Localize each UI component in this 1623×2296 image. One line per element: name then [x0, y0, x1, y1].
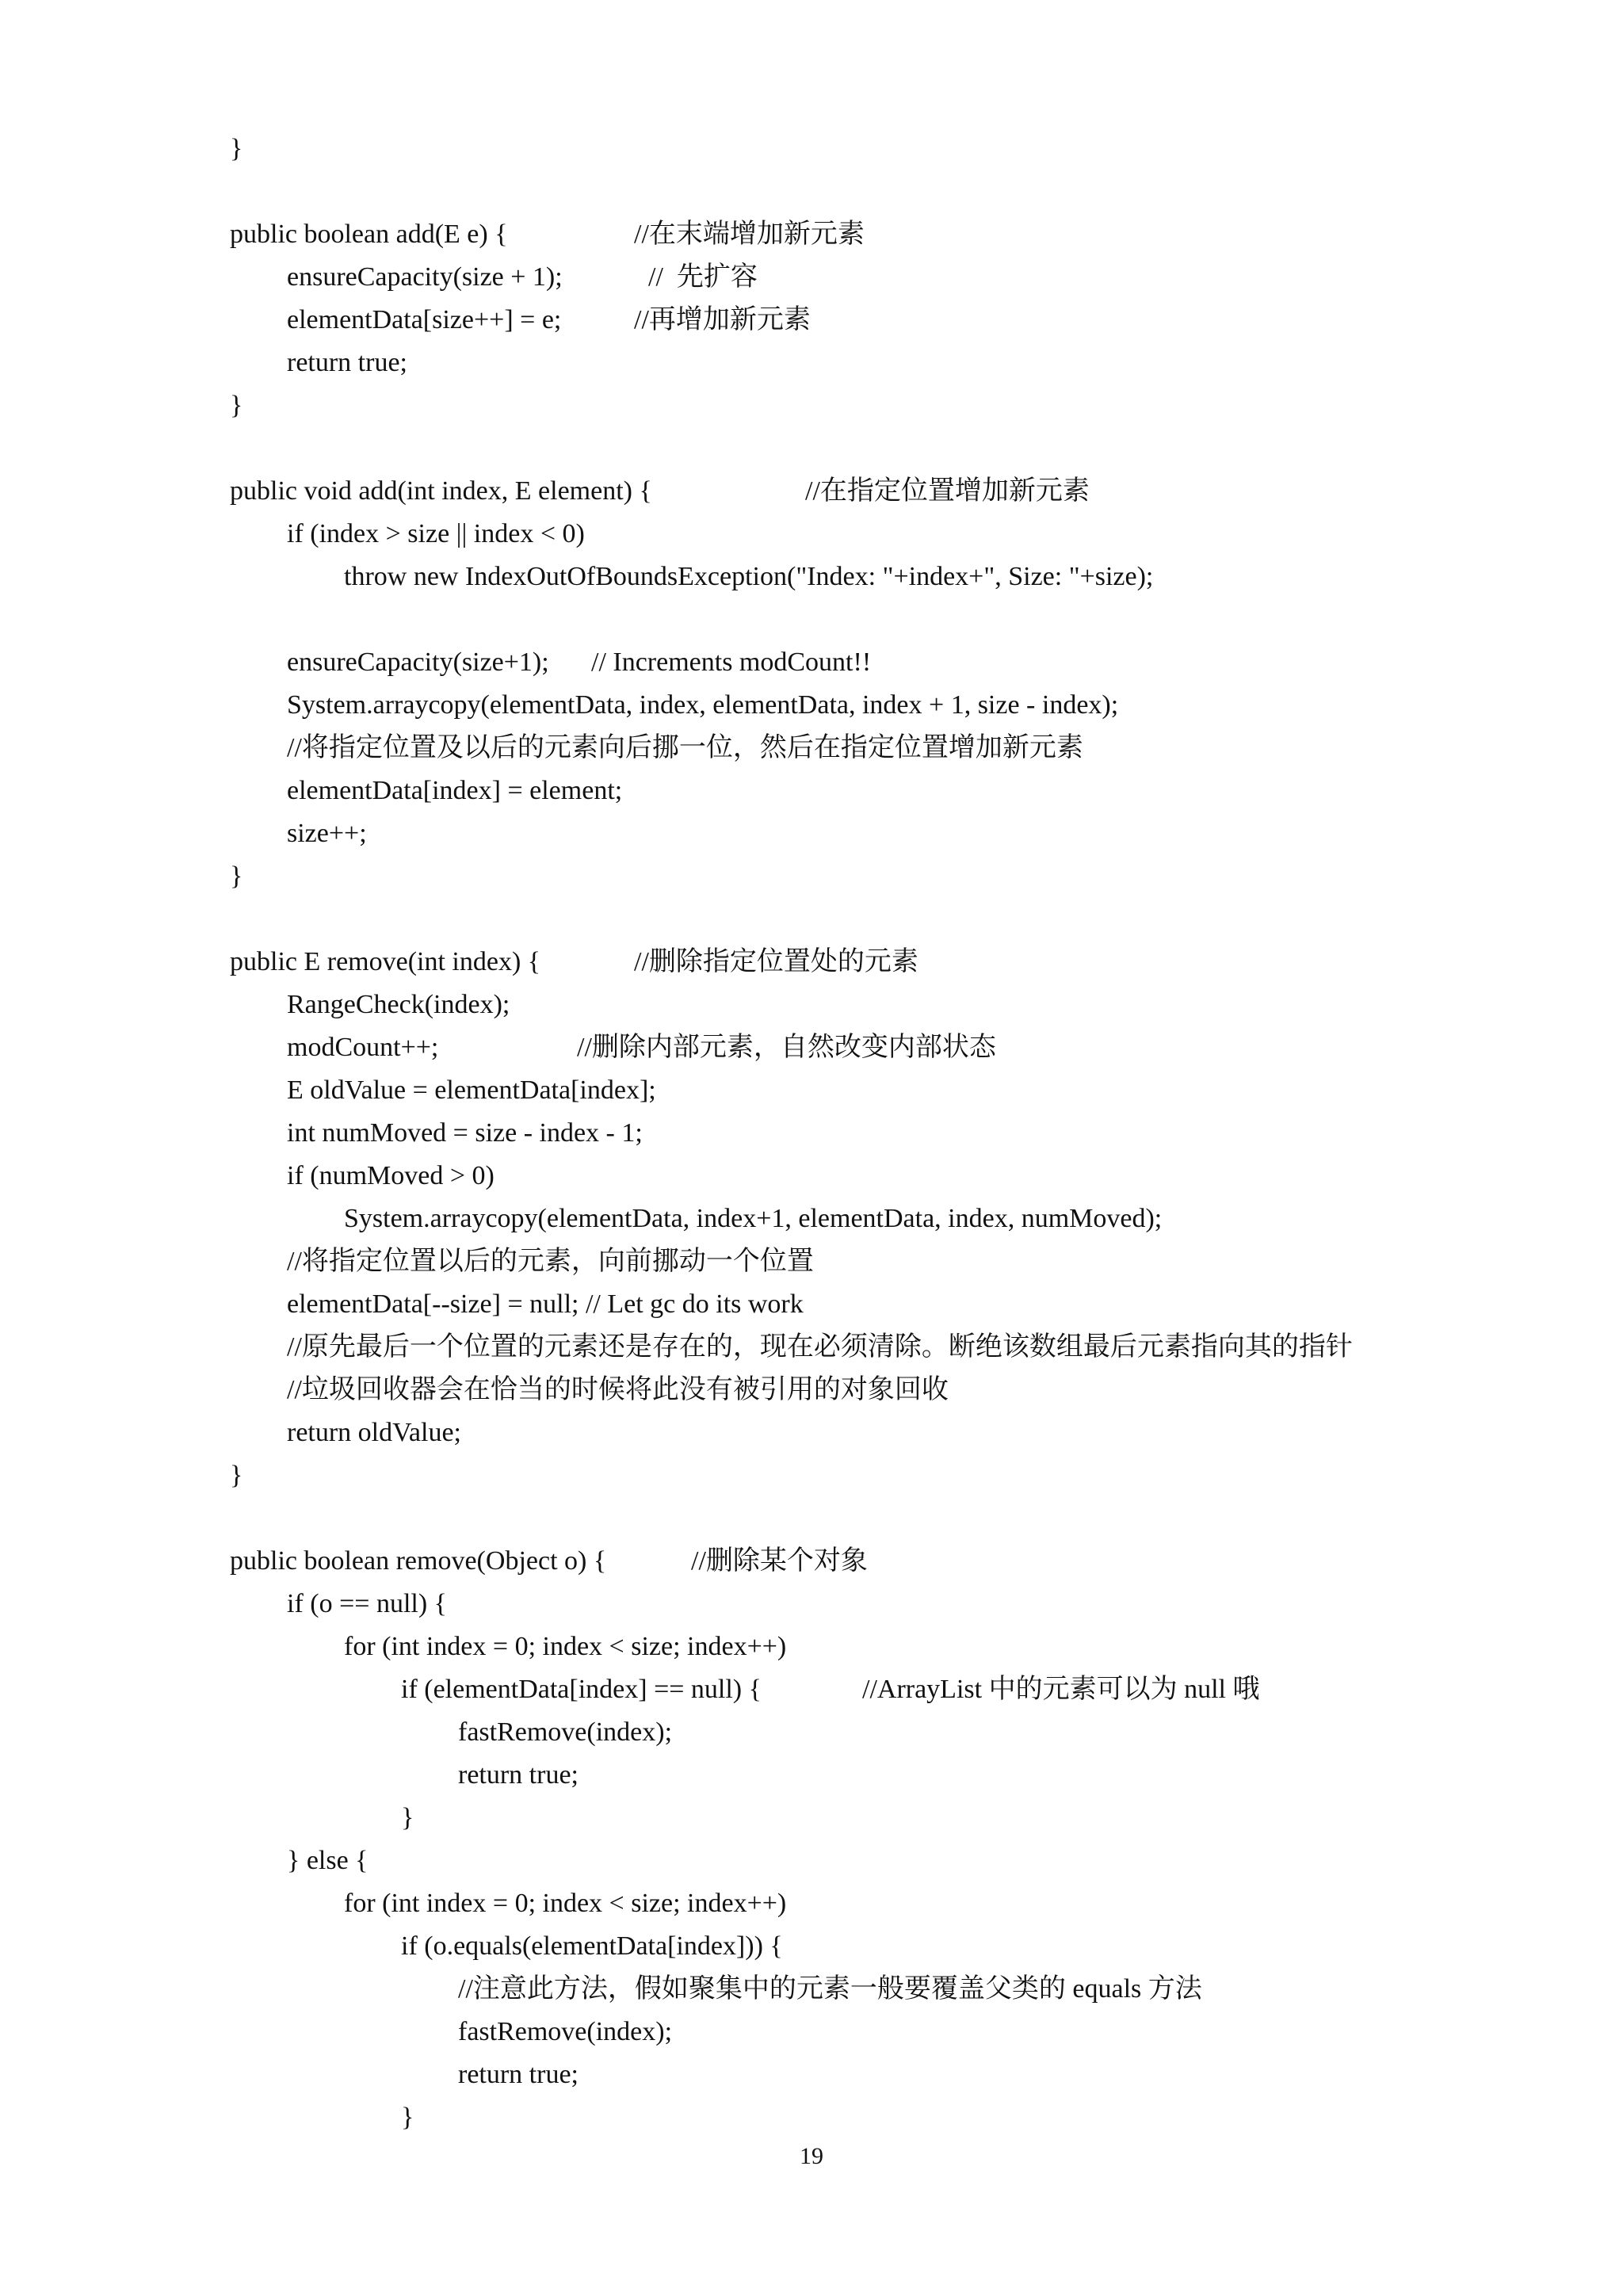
code-comment-line [648, 262, 758, 293]
code-line [401, 1674, 762, 1706]
code-text: E oldValue = elementData[index]; [287, 1075, 656, 1105]
code-text: if (numMoved > 0) [287, 1161, 495, 1190]
code-text: //将指定位置及以后的元素向后挪一位，然后在指定位置增加新元素 [287, 733, 1083, 762]
code-line [230, 946, 540, 978]
code-comment: // 先扩容 [648, 262, 758, 292]
code-line [287, 518, 585, 550]
code-line [230, 476, 652, 507]
code-text: return true; [458, 2060, 579, 2089]
code-text: } [230, 391, 243, 420]
code-line [287, 1331, 1353, 1363]
code-comment-line [862, 1674, 1259, 1706]
code-text: return true; [287, 348, 407, 377]
code-line [458, 2016, 672, 2048]
code-line [401, 1931, 783, 1962]
code-line [287, 1032, 438, 1064]
code-line [344, 1203, 1162, 1235]
code-line [287, 1160, 495, 1192]
code-comment: //在指定位置增加新元素 [805, 476, 1090, 506]
page-number: 19 [800, 2143, 823, 2169]
code-text: } [230, 861, 243, 891]
code-text: elementData[index] = element; [287, 776, 623, 805]
code-text: if (o.equals(elementData[index])) { [401, 1931, 783, 1961]
code-line [287, 1117, 643, 1149]
code-text: } [230, 134, 243, 163]
code-line [287, 262, 563, 293]
code-text: } else { [287, 1846, 369, 1875]
code-text: //垃圾回收器会在恰当的时候将此没有被引用的对象回收 [287, 1375, 949, 1404]
code-comment-line [805, 476, 1090, 507]
code-comment-line [691, 1545, 868, 1577]
code-line [287, 989, 510, 1021]
code-text: public E remove(int index) { [230, 947, 541, 976]
code-comment: //在末端增加新元素 [634, 220, 865, 249]
code-text: fastRemove(index); [458, 2017, 673, 2046]
code-comment-line [634, 219, 865, 250]
code-text: ensureCapacity(size+1); [287, 648, 549, 677]
code-text: RangeCheck(index); [287, 990, 510, 1019]
code-line [287, 1588, 447, 1620]
code-text: elementData[--size] = null; // Let gc do its work [287, 1289, 804, 1319]
code-text: } [230, 1461, 243, 1490]
code-text: ensureCapacity(size + 1); [287, 262, 563, 292]
code-line [230, 390, 242, 422]
code-line [230, 861, 242, 892]
code-line [287, 1374, 949, 1406]
code-text: elementData[size++] = e; [287, 305, 562, 334]
code-line [458, 2059, 579, 2091]
code-text: } [401, 2103, 414, 2132]
code-line [344, 1888, 786, 1920]
code-line [287, 1246, 814, 1278]
code-text: public boolean add(E e) { [230, 220, 508, 249]
code-line [287, 1289, 804, 1320]
code-text: return true; [458, 1760, 579, 1790]
code-line [344, 561, 1153, 593]
code-line [287, 1075, 656, 1106]
code-line [401, 1802, 414, 1834]
code-line [230, 219, 508, 250]
code-comment: //ArrayList 中的元素可以为 null 哦 [862, 1675, 1260, 1704]
code-text: for (int index = 0; index < size; index++) [344, 1889, 787, 1918]
code-comment: //删除内部元素，自然改变内部状态 [577, 1033, 996, 1062]
code-line [287, 732, 1083, 764]
code-text: size++; [287, 819, 367, 848]
code-text: System.arraycopy(elementData, index+1, elementData, index, numMoved); [344, 1204, 1163, 1233]
code-text: if (elementData[index] == null) { [401, 1675, 762, 1704]
code-text: int numMoved = size - index - 1; [287, 1118, 643, 1148]
code-text: //将指定位置以后的元素，向前挪动一个位置 [287, 1247, 814, 1276]
code-line [287, 347, 407, 379]
code-line [287, 818, 367, 850]
code-text: System.arraycopy(elementData, index, elementData, index + 1, size - index); [287, 690, 1119, 720]
code-line [287, 775, 622, 807]
code-text: for (int index = 0; index < size; index++) [344, 1632, 787, 1661]
code-text: public boolean remove(Object o) { [230, 1546, 607, 1576]
code-line [230, 133, 242, 165]
code-text: public void add(int index, E element) { [230, 476, 652, 506]
code-line [458, 1759, 579, 1791]
code-line [401, 2102, 414, 2134]
code-text: if (index > size || index < 0) [287, 519, 585, 548]
code-text: if (o == null) { [287, 1589, 447, 1618]
code-line [230, 1460, 242, 1492]
code-line [287, 690, 1118, 721]
code-comment-line [634, 304, 811, 336]
code-line [287, 1417, 461, 1449]
code-comment: //再增加新元素 [634, 305, 811, 334]
code-text: return oldValue; [287, 1418, 461, 1447]
code-text: throw new IndexOutOfBoundsException("Index: "+index+", Size: "+size); [344, 562, 1154, 591]
code-line [230, 1545, 606, 1577]
code-line [344, 1631, 786, 1663]
code-line [458, 1973, 1202, 2005]
code-comment: //删除某个对象 [691, 1546, 868, 1576]
code-line [287, 647, 549, 678]
code-text: modCount++; [287, 1033, 439, 1062]
code-line [287, 1845, 369, 1877]
code-comment: //删除指定位置处的元素 [634, 947, 918, 976]
code-line [287, 304, 561, 336]
code-comment-line [577, 1032, 996, 1064]
code-text: //注意此方法，假如聚集中的元素一般要覆盖父类的 equals 方法 [458, 1974, 1202, 2004]
code-comment: // Increments modCount!! [591, 648, 872, 677]
code-comment-line [634, 946, 918, 978]
code-text: } [401, 1803, 414, 1832]
code-line [458, 1717, 672, 1748]
code-text: fastRemove(index); [458, 1717, 673, 1747]
code-text: //原先最后一个位置的元素还是存在的，现在必须清除。断绝该数组最后元素指向其的指针 [287, 1332, 1353, 1362]
code-comment-line [591, 647, 871, 678]
